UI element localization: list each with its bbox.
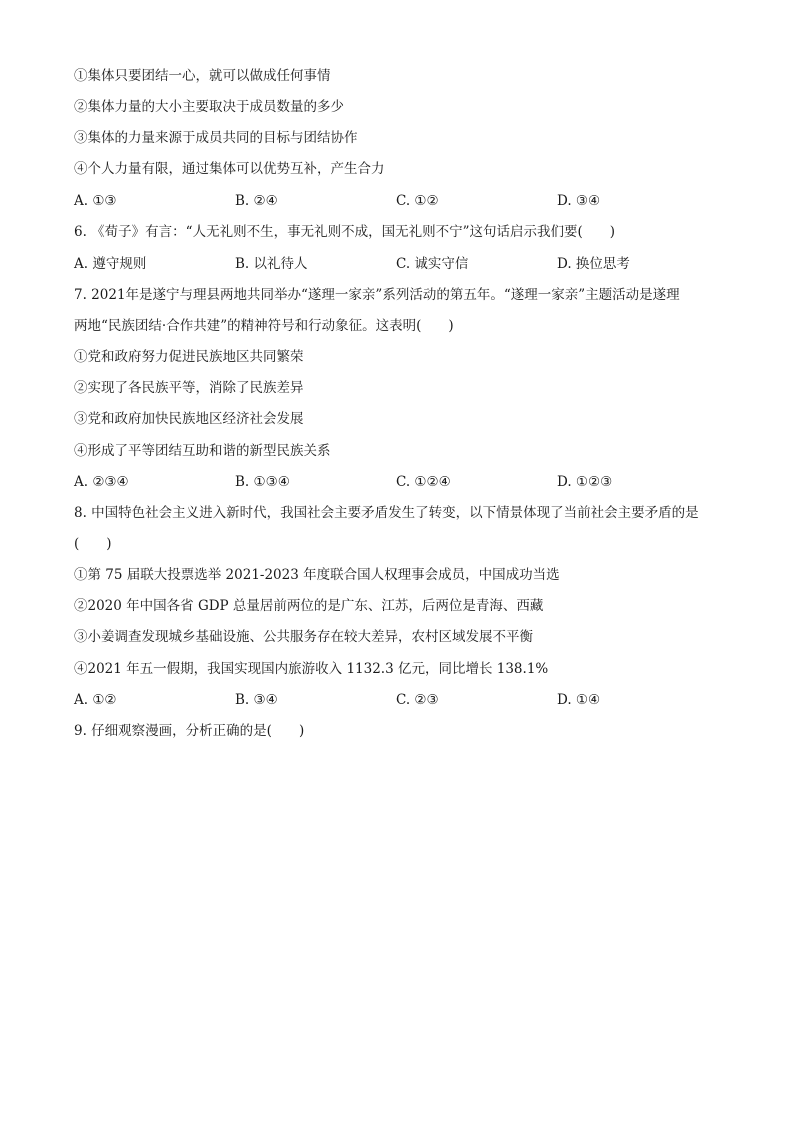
q5-statement-4: ④个人力量有限，通过集体可以优势互补，产生合力 <box>74 161 385 177</box>
q8-option-b: B. ③④ <box>235 692 278 708</box>
q8-statement-4: ④2021 年五一假期，我国实现国内旅游收入 1132.3 亿元，同比增长 138.1% <box>74 661 549 677</box>
q8-statement-3: ③小姜调查发现城乡基础设施、公共服务存在较大差异，农村区域发展不平衡 <box>74 629 533 645</box>
q8-option-a: A. ①② <box>74 692 117 708</box>
q5-statement-1: ①集体只要团结一心，就可以做成任何事情 <box>74 68 331 84</box>
q7-statement-1: ①党和政府努力促进民族地区共同繁荣 <box>74 349 304 365</box>
q8-statement-1: ①第 75 届联大投票选举 2021-2023 年度联合国人权理事会成员，中国成功当选 <box>74 567 560 583</box>
q5-statement-2: ②集体力量的大小主要取决于成员数量的多少 <box>74 99 344 115</box>
q7-stem-line-2: 两地“民族团结·合作共建”的精神符号和行动象征。这表明( ) <box>74 318 454 334</box>
q8-option-c: C. ②③ <box>396 692 439 708</box>
q7-statement-4: ④形成了平等团结互助和谐的新型民族关系 <box>74 443 331 459</box>
q9-stem: 9. 仔细观察漫画，分析正确的是( ) <box>74 723 305 739</box>
q5-option-a: A. ①③ <box>74 193 117 209</box>
q7-options <box>74 473 724 491</box>
q8-options <box>74 691 724 709</box>
q7-option-a: A. ②③④ <box>74 474 129 490</box>
q8-statement-2: ②2020 年中国各省 GDP 总量居前两位的是广东、江苏，后两位是青海、西藏 <box>74 598 544 614</box>
q5-statement-3: ③集体的力量来源于成员共同的目标与团结协作 <box>74 130 358 146</box>
q6-option-a: A. 遵守规则 <box>74 256 147 272</box>
q7-statement-3: ③党和政府加快民族地区经济社会发展 <box>74 411 304 427</box>
q7-option-c: C. ①②④ <box>396 474 451 490</box>
q8-stem-line-2: ( ) <box>74 536 112 552</box>
q6-stem: 6. 《荀子》有言：“人无礼则不生，事无礼则不成，国无礼则不宁”这句话启示我们要( ) <box>74 224 616 240</box>
q7-stem-line-1: 7. 2021年是遂宁与理县两地共同举办“遂理一家亲”系列活动的第五年。“遂理一家亲”主题活动是遂理 <box>74 287 680 303</box>
q5-option-b: B. ②④ <box>235 193 278 209</box>
q7-option-d: D. ①②③ <box>557 474 613 490</box>
q7-option-b: B. ①③④ <box>235 474 290 490</box>
q8-stem-line-1: 8. 中国特色社会主义进入新时代，我国社会主要矛盾发生了转变，以下情景体现了当前社会主要矛盾的是 <box>74 505 699 521</box>
q8-option-d: D. ①④ <box>557 692 601 708</box>
q6-option-d: D. 换位思考 <box>557 256 630 272</box>
q6-option-b: B. 以礼待人 <box>235 256 308 272</box>
q7-statement-2: ②实现了各民族平等，消除了民族差异 <box>74 380 304 396</box>
q6-options <box>74 255 724 273</box>
q5-option-c: C. ①② <box>396 193 439 209</box>
q5-option-d: D. ③④ <box>557 193 601 209</box>
q5-options <box>74 192 724 210</box>
q6-option-c: C. 诚实守信 <box>396 256 469 272</box>
